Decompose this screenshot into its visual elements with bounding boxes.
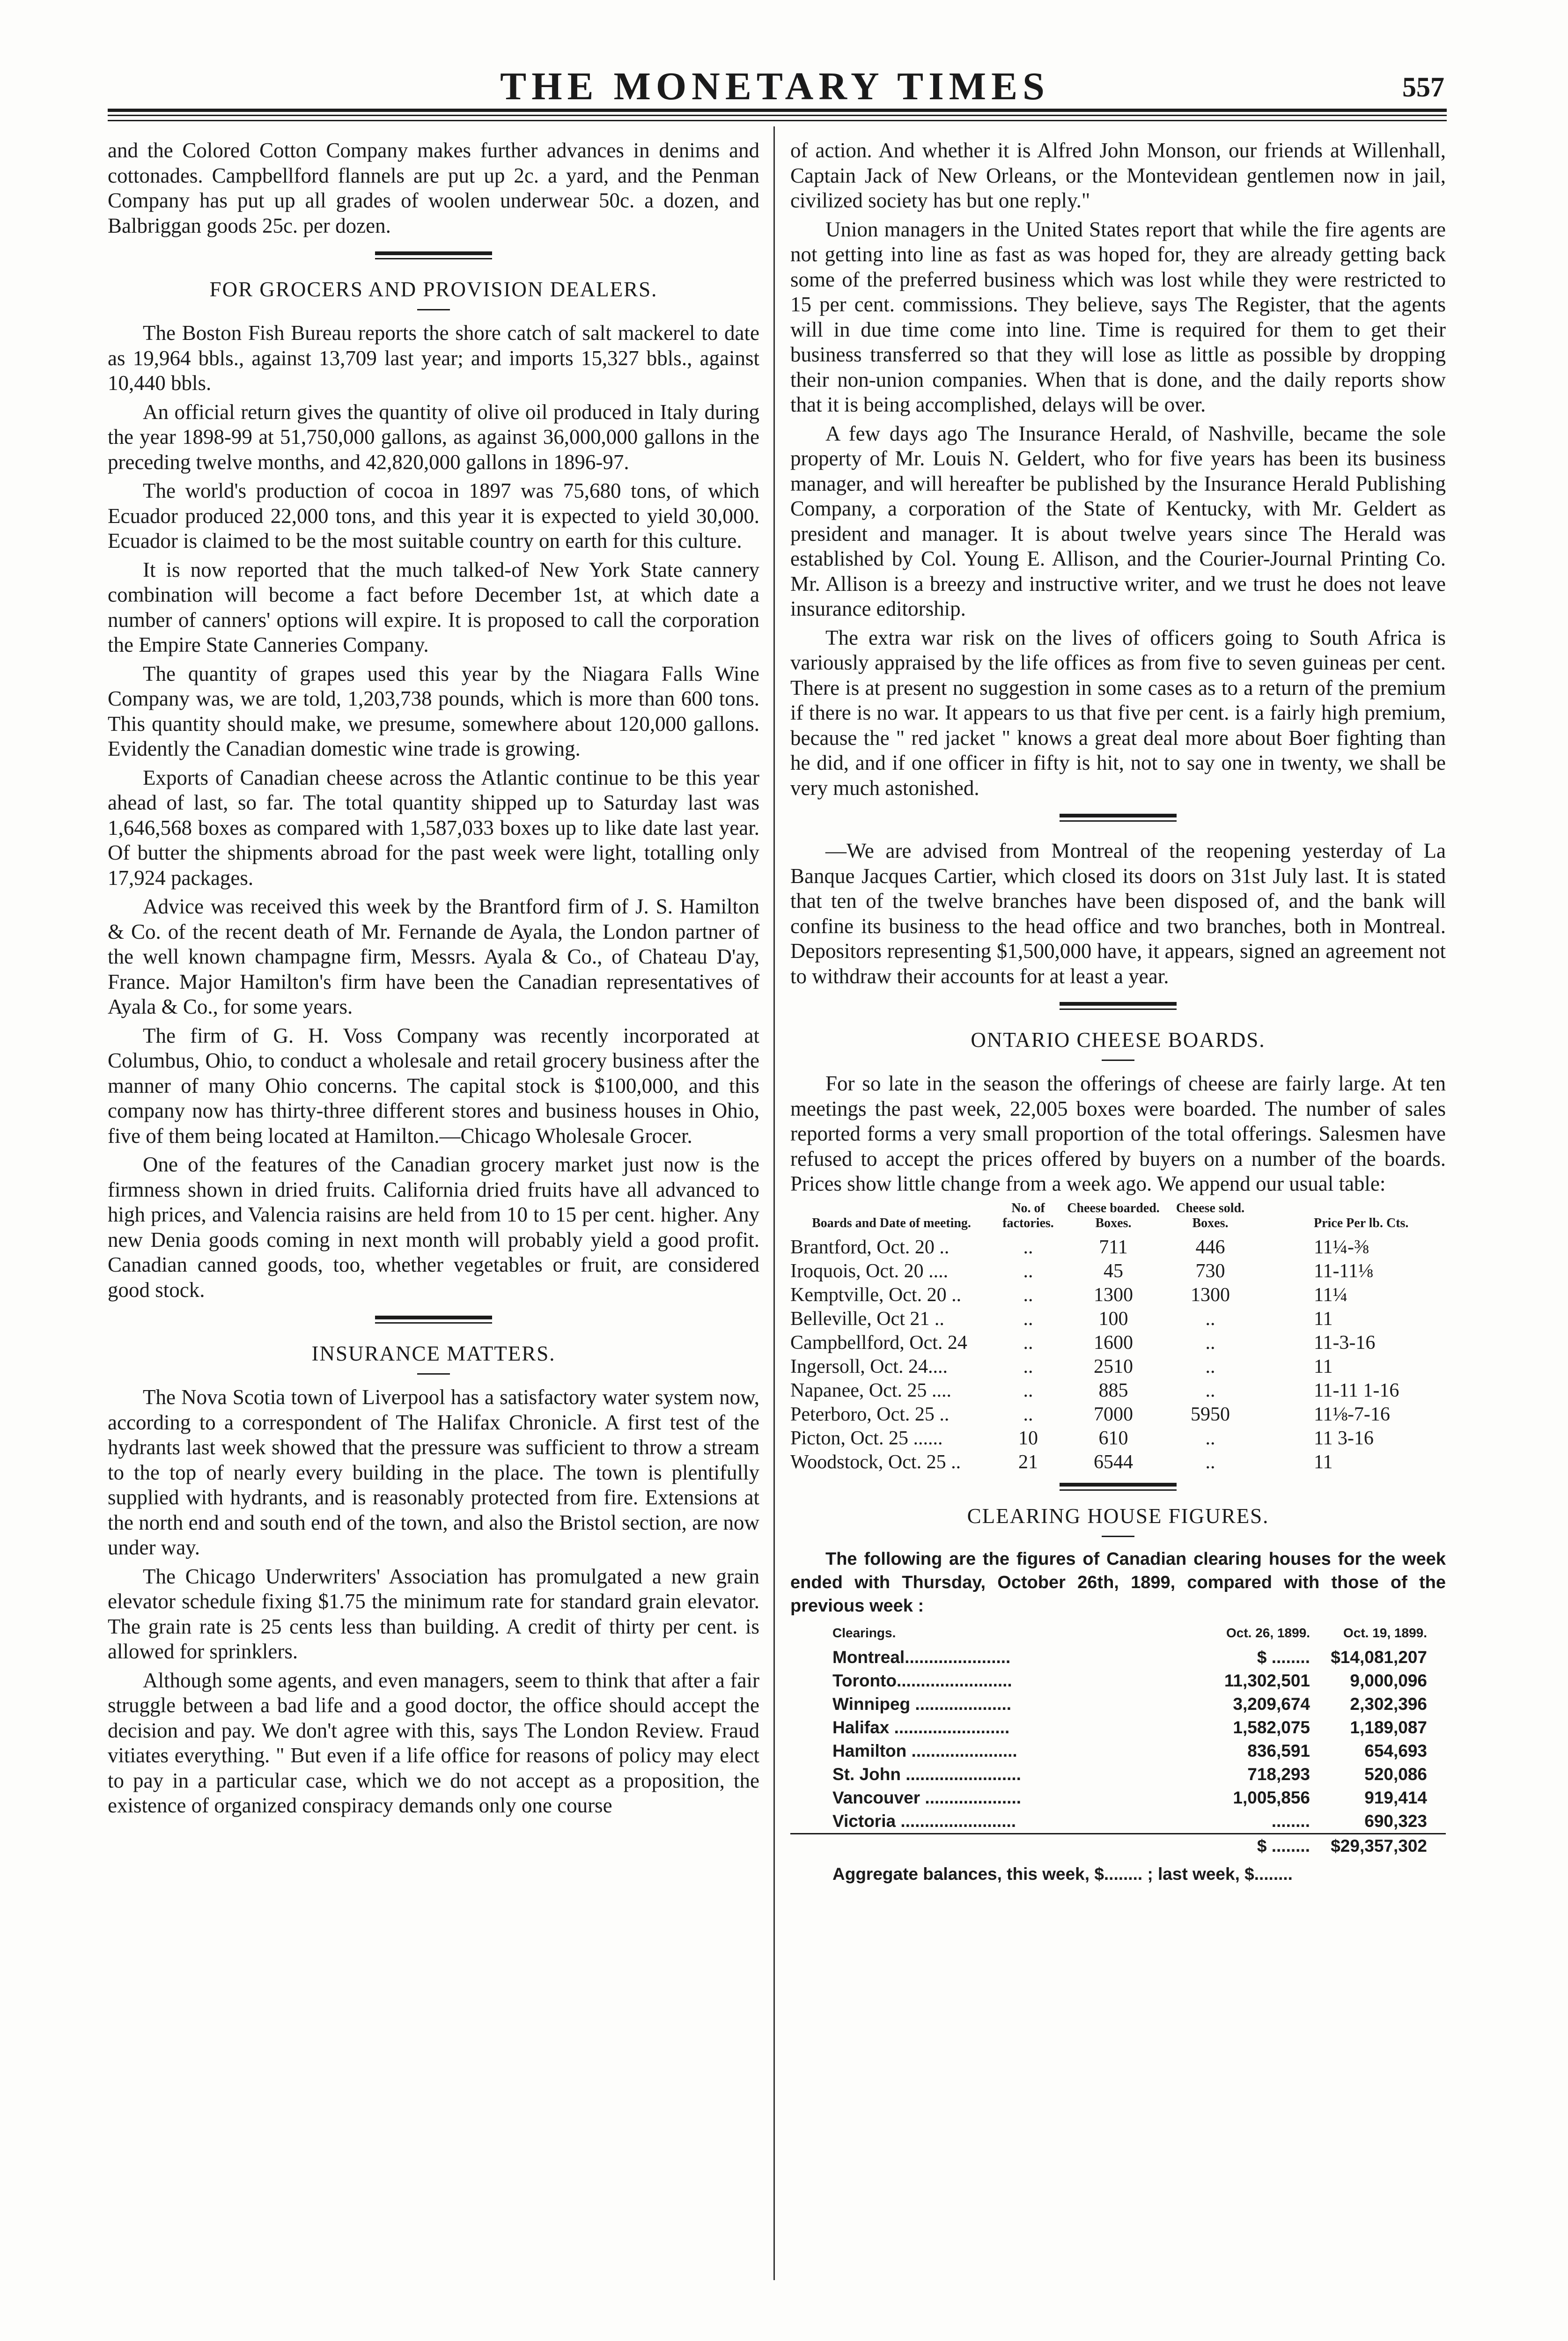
table-cell: 11,302,501 xyxy=(1224,1671,1310,1690)
table-cell: 11 3-16 xyxy=(1314,1427,1374,1449)
table-cell: .. xyxy=(1023,1379,1033,1401)
table-cell: 9,000,096 xyxy=(1350,1671,1427,1690)
table-cell: 11-11⅛ xyxy=(1314,1260,1373,1282)
table-header-cell: Cheese sold. Boxes. xyxy=(1176,1200,1245,1230)
table-total-row xyxy=(790,1833,1446,1858)
paragraph: The Chicago Underwriters' Association has promulgated a new grain elevator schedule fixing $1.75 the minimum rate for standard grain elevator. The grain rate is 25 cents less than building. A credit of thirty per cent. is allowed for sprinklers. xyxy=(108,1564,759,1663)
table-row xyxy=(790,1403,1446,1427)
table-cell: .. xyxy=(1023,1355,1033,1377)
paragraph: The Boston Fish Bureau reports the shore catch of salt mackerel to date as 19,964 bbls., against 13,709 last year; and imports 15,327 bbls., against 10,440 bbls. xyxy=(108,321,759,395)
table-cell: 21 xyxy=(1018,1451,1038,1473)
table-header-cell: Oct. 26, 1899. xyxy=(1226,1625,1310,1640)
table-cell: Winnipeg .................... xyxy=(832,1694,1012,1714)
table-row xyxy=(790,1283,1446,1307)
table-cell: 6544 xyxy=(1094,1451,1133,1473)
section-divider xyxy=(375,251,492,259)
table-cell: 1600 xyxy=(1094,1332,1133,1354)
table-header-cell: Oct. 19, 1899. xyxy=(1343,1625,1427,1640)
table-cell: 11 xyxy=(1314,1308,1333,1330)
paragraph: —We are advised from Montreal of the reopening yesterday of La Banque Jacques Cartier, which closed its doors on 31st July last. It is stated that ten of the twelve branches have been disposed of, and the bank will confine its business to the head office and two branches, both in Montreal. Depositors representing $1,500,000 have, it appears, signed an agreement not to withdraw their accounts for at least a year. xyxy=(790,839,1446,988)
table-row xyxy=(790,1693,1446,1716)
heading-underline xyxy=(417,309,450,310)
table-cell: .. xyxy=(1205,1332,1215,1354)
table-row xyxy=(790,1646,1446,1669)
paragraph: A few days ago The Insurance Herald, of Nashville, became the sole property of Mr. Louis N. Geldert, who for five years has been its business manager, and will hereafter be published by the Insurance Herald Publishing Company, a corporation of the State of Kentucky, with Mr. Geldert as president and manager. It is about twelve years since The Herald was established by Col. Young E. Allison, and the Courier-Journal Printing Co. Mr. Allison is a breezy and instructive writer, and we trust he does not leave insurance editorship. xyxy=(790,421,1446,620)
table-cell: 1,189,087 xyxy=(1350,1717,1427,1737)
table-cell: 1,005,856 xyxy=(1233,1788,1310,1807)
table-cell: 2,302,396 xyxy=(1350,1694,1427,1714)
table-row xyxy=(790,1307,1446,1331)
clearing-intro: The following are the figures of Canadian clearing houses for the week ended with Thursday, October 26th, 1899, compared with those of the previous week : xyxy=(790,1549,1446,1616)
paragraph: Exports of Canadian cheese across the Atlantic continue to be this year ahead of last, so far. The total quantity shipped up to Saturday last was 1,646,568 boxes as compared with 1,587,033 boxes up to like date last year. Of butter the shipments abroad for the past week were light, totalling only 17,924 packages. xyxy=(108,766,759,890)
table-row xyxy=(790,1355,1446,1379)
table-cell: Napanee, Oct. 25 .... xyxy=(790,1379,952,1401)
table-cell: .. xyxy=(1205,1379,1215,1401)
table-cell: 885 xyxy=(1098,1379,1128,1401)
table-row xyxy=(790,1379,1446,1403)
table-cell: .. xyxy=(1205,1427,1215,1449)
paragraph: The firm of G. H. Voss Company was recently incorporated at Columbus, Ohio, to conduct a wholesale and retail grocery business after the manner of many Ohio concerns. The capital stock is $100,000, and this company now has thirty-three different stores and business houses in Ohio, five of them being located at Hamilton.—Chicago Wholesale Grocer. xyxy=(108,1023,759,1148)
table-cell: $ ........ xyxy=(1257,1647,1310,1667)
section-heading-cheese: ONTARIO CHEESE BOARDS. xyxy=(971,1028,1266,1052)
paragraph: The extra war risk on the lives of officers going to South Africa is variously appraised by the life offices as from five to seven guineas per cent. There is at present no suggestion in some cases as to a return of the premium if there is no war. It appears to us that five per cent. is a fairly high premium, because the " red jacket " knows a great deal more about Boer fighting than he did, and if one officer in fifty is hit, not to say one in twenty, we shall be very much astonished. xyxy=(790,626,1446,800)
table-cell: 711 xyxy=(1099,1236,1128,1258)
table-header-cell: Price Per lb. Cts. xyxy=(1314,1215,1409,1230)
section-divider xyxy=(1060,1483,1177,1491)
table-cell: .. xyxy=(1205,1451,1215,1473)
table-cell xyxy=(790,1833,1160,1858)
table-cell: ........ xyxy=(1271,1811,1310,1831)
table-cell: 1300 xyxy=(1191,1284,1230,1306)
article-continuation: and the Colored Cotton Company makes further advances in denims and cottonades. Campbellford flannels are put up 2c. a yard, and the Penman Company has put up all grades of woolen underwear 50c. a dozen, and Balbriggan goods 25c. per dozen. xyxy=(108,139,759,237)
table-cell: Woodstock, Oct. 25 .. xyxy=(790,1451,961,1473)
aggregate-balances: Aggregate balances, this week, $........ ; last week, $........ xyxy=(832,1864,1293,1884)
column-separator xyxy=(773,126,775,2280)
table-cell: 1,582,075 xyxy=(1233,1717,1310,1737)
section-divider xyxy=(375,1316,492,1324)
table-cell: 919,414 xyxy=(1364,1788,1427,1807)
right-column xyxy=(790,138,1446,1886)
section-divider xyxy=(1060,1002,1177,1010)
table-cell: 2510 xyxy=(1094,1355,1133,1377)
left-column xyxy=(108,138,759,1822)
table-cell: Picton, Oct. 25 ...... xyxy=(790,1427,943,1449)
section-heading-clearing: CLEARING HOUSE FIGURES. xyxy=(967,1504,1269,1528)
clearing-house-table xyxy=(790,1621,1446,1858)
table-cell: Halifax ........................ xyxy=(832,1717,1010,1737)
table-header-cell: No. of factories. xyxy=(1002,1200,1054,1230)
table-cell: 730 xyxy=(1195,1260,1225,1282)
table-cell: 11 xyxy=(1314,1355,1333,1377)
paragraph: An official return gives the quantity of olive oil produced in Italy during the year 1898-99 at 51,750,000 gallons, as against 36,000,000 gallons in the preceding twelve months, and 42,820,000 gallons in 1896-97. xyxy=(108,400,759,474)
paragraph: For so late in the season the offerings of cheese are fairly large. At ten meetings the past week, 22,005 boxes were boarded. The number of sales reported forms a very small proportion of the total offerings. Salesmen have refused to accept the prices offered by buyers on a number of the boards. Prices show little change from a week ago. We append our usual table: xyxy=(790,1072,1446,1195)
heading-underline xyxy=(1102,1060,1134,1061)
table-cell: .. xyxy=(1205,1308,1215,1330)
table-row xyxy=(790,1739,1446,1763)
section-heading-insurance: INSURANCE MATTERS. xyxy=(311,1342,556,1365)
table-header-cell: Boards and Date of meeting. xyxy=(812,1215,971,1230)
table-cell: Kemptville, Oct. 20 .. xyxy=(790,1284,962,1306)
table-cell: Ingersoll, Oct. 24.... xyxy=(790,1355,948,1377)
table-cell: Victoria ........................ xyxy=(832,1811,1016,1831)
table-cell: Vancouver .................... xyxy=(832,1788,1022,1807)
table-cell: Toronto........................ xyxy=(832,1671,1012,1690)
paragraph: The world's production of cocoa in 1897 was 75,680 tons, of which Ecuador produced 22,000 tons, and this year it is expected to yield 30,000. Ecuador is claimed to be the most suitable country on earth for this culture. xyxy=(108,479,759,552)
table-cell: .. xyxy=(1023,1284,1033,1306)
cheese-boards-table xyxy=(790,1200,1446,1474)
table-cell: 3,209,674 xyxy=(1233,1694,1310,1714)
table-cell: 5950 xyxy=(1191,1403,1230,1425)
paragraph: The quantity of grapes used this year by the Niagara Falls Wine Company was, we are told, 1,203,738 pounds, which is more than 600 tons. This quantity should make, we presume, somewhere about 120,000 gallons. Evidently the Canadian domestic wine trade is growing. xyxy=(108,662,759,760)
table-cell: 100 xyxy=(1098,1308,1128,1330)
table-header-cell: Cheese boarded. Boxes. xyxy=(1067,1200,1160,1230)
table-cell: 610 xyxy=(1098,1427,1128,1449)
table-cell: 45 xyxy=(1104,1260,1123,1282)
table-row xyxy=(790,1810,1446,1834)
paragraph: Although some agents, and even managers, seem to think that after a fair struggle between a bad life and a good doctor, the office should accept the decision and pay. We don't agree with this, says The London Review. Fraud vitiates everything. " But even if a life office for reasons of policy may elect to pay in a particular case, which we do not accept as a proposition, the existence of organized conspiracy demands only one course xyxy=(108,1668,759,1817)
table-cell: .. xyxy=(1023,1308,1033,1330)
masthead-rule-thin xyxy=(108,115,1447,116)
table-cell: 11¼ xyxy=(1314,1284,1347,1306)
table-cell: Montreal...................... xyxy=(832,1647,1011,1667)
table-cell: 1300 xyxy=(1094,1284,1133,1306)
table-cell: 690,323 xyxy=(1364,1811,1427,1831)
table-cell: Hamilton ...................... xyxy=(832,1741,1017,1760)
table-cell: 718,293 xyxy=(1247,1764,1310,1784)
table-cell: Brantford, Oct. 20 .. xyxy=(790,1236,950,1258)
table-row xyxy=(790,1786,1446,1810)
table-cell: 654,693 xyxy=(1364,1741,1427,1760)
page-number: 557 xyxy=(1402,72,1444,103)
table-cell: $29,357,302 xyxy=(1331,1836,1427,1855)
table-cell: .. xyxy=(1023,1403,1033,1425)
table-cell: .. xyxy=(1023,1236,1033,1258)
table-cell: 11-3-16 xyxy=(1314,1332,1376,1354)
table-cell: 520,086 xyxy=(1364,1764,1427,1784)
paragraph: One of the features of the Canadian grocery market just now is the firmness shown in dried fruits. California dried fruits have all advanced to high prices, and Valencia raisins are held from 10 to 15 per cent. higher. Any new Denia goods coming in next month will probably yield a good profit. Canadian canned goods, too, whether vegetables or fruit, are considered good stock. xyxy=(108,1153,759,1302)
article-continuation: of action. And whether it is Alfred John Monson, our friends at Willenhall, Captain Jack of New Orleans, or the Montevidean gentlemen now in jail, civilized society has but one reply." xyxy=(790,139,1446,212)
table-cell: $14,081,207 xyxy=(1331,1647,1427,1667)
table-header-row xyxy=(790,1621,1446,1646)
table-cell: Campbellford, Oct. 24 xyxy=(790,1332,967,1354)
table-cell: 7000 xyxy=(1094,1403,1133,1425)
paragraph: It is now reported that the much talked-of New York State cannery combination will become a fact before December 1st, at which date a number of canners' options will expire. It is proposed to call the corporation the Empire State Canneries Company. xyxy=(108,558,759,656)
masthead-rule-thin-lower xyxy=(108,120,1447,121)
paragraph: Union managers in the United States report that while the fire agents are not getting into line as fast as was hoped for, they are already getting back some of the preferred business which was lost while they were restricted to 15 per cent. commissions. They believe, says The Register, that the agents will in due time come into line. Time is required for them to get their business transferred so that they will lose as little as possible by dropping their non-union companies. When that is done, and the daily reports show that it is being accomplished, delays will be over. xyxy=(790,217,1446,416)
table-cell: .. xyxy=(1023,1260,1033,1282)
table-row xyxy=(790,1331,1446,1355)
table-row xyxy=(790,1427,1446,1450)
table-row xyxy=(790,1763,1446,1786)
table-cell: St. John ........................ xyxy=(832,1764,1021,1784)
table-row xyxy=(790,1669,1446,1693)
section-divider xyxy=(1060,814,1177,822)
heading-underline xyxy=(1102,1536,1134,1537)
table-cell: 11⅛-7-16 xyxy=(1314,1403,1390,1425)
table-cell: 836,591 xyxy=(1247,1741,1310,1760)
table-header-cell: Clearings. xyxy=(832,1625,896,1640)
masthead-rule-thick xyxy=(108,109,1447,112)
table-cell: 11¼-⅜ xyxy=(1314,1236,1369,1258)
table-cell: $ ........ xyxy=(1257,1836,1310,1855)
masthead-title: THE MONETARY TIMES xyxy=(500,65,1050,108)
table-cell: 446 xyxy=(1195,1236,1225,1258)
table-row xyxy=(790,1450,1446,1474)
table-row xyxy=(790,1236,1446,1259)
table-cell: .. xyxy=(1023,1332,1033,1354)
paragraph: Advice was received this week by the Brantford firm of J. S. Hamilton & Co. of the recent death of Mr. Fernande de Ayala, the London partner of the well known champagne firm, Messrs. Ayala & Co., of Chateau D'ay, France. Major Hamilton's firm have been the Canadian representatives of Ayala & Co., for some years. xyxy=(108,895,759,1018)
masthead xyxy=(105,66,1444,108)
table-header-row xyxy=(790,1200,1446,1236)
paragraph: The Nova Scotia town of Liverpool has a satisfactory water system now, according to a correspondent of The Halifax Chronicle. A first test of the hydrants last week showed that the pressure was sufficient to throw a stream to the top of nearly every building in the place. The town is plentifully supplied with hydrants, and is reasonably protected from fire. Extensions at the north end and south end of the town, and also the Bristol section, are now under way. xyxy=(108,1385,759,1559)
table-cell: .. xyxy=(1205,1355,1215,1377)
table-row xyxy=(790,1259,1446,1283)
table-cell: 11-11 1-16 xyxy=(1314,1379,1399,1401)
table-cell: Belleville, Oct 21 .. xyxy=(790,1308,944,1330)
table-cell: Peterboro, Oct. 25 .. xyxy=(790,1403,950,1425)
table-cell: 11 xyxy=(1314,1451,1333,1473)
table-cell: 10 xyxy=(1018,1427,1038,1449)
table-row xyxy=(790,1716,1446,1739)
heading-underline xyxy=(417,1373,450,1375)
table-cell: Iroquois, Oct. 20 .... xyxy=(790,1260,949,1282)
section-heading-grocers: FOR GROCERS AND PROVISION DEALERS. xyxy=(209,278,658,301)
